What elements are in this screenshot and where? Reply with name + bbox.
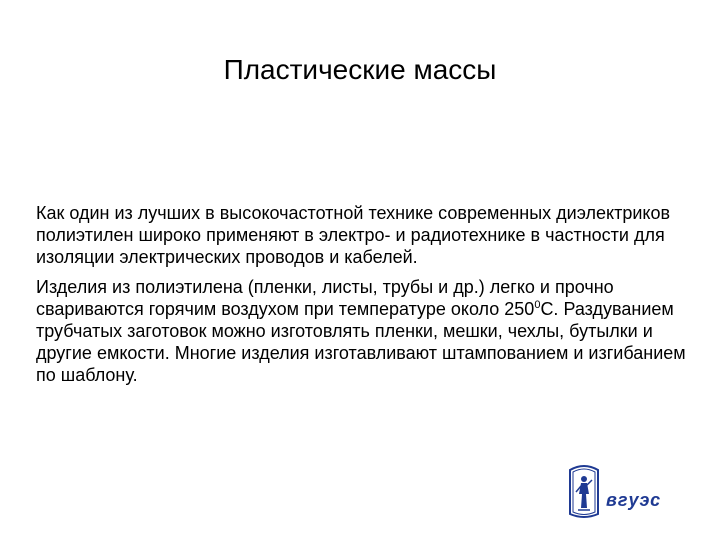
degree-superscript: 0 (534, 299, 541, 311)
paragraph-2-tail: С. Раздуванием трубчатых заготовок можно изготовлять пленки, мешки, чехлы, бутылки и другие емкости. Многие изделия изготавливают штампованием и изгибанием по шаблону. (36, 299, 686, 385)
slide-body (36, 202, 686, 394)
slide-title: Пластические массы (223, 54, 497, 85)
paragraph-2 (36, 276, 686, 386)
university-logo (566, 462, 684, 522)
university-emblem-icon (566, 462, 602, 522)
paragraph-2-text: Изделия из полиэтилена (пленки, листы, трубы и др.) легко и прочно свариваются горячим воздухом при температуре около 250 (36, 277, 614, 319)
paragraph-1: Как один из лучших в высокочастотной технике современных диэлектриков полиэтилен широко применяют в электро- и радиотехнике в частности для изоляции электрических проводов и кабелей. (36, 203, 671, 267)
logo-text: вгуэс (606, 490, 662, 510)
